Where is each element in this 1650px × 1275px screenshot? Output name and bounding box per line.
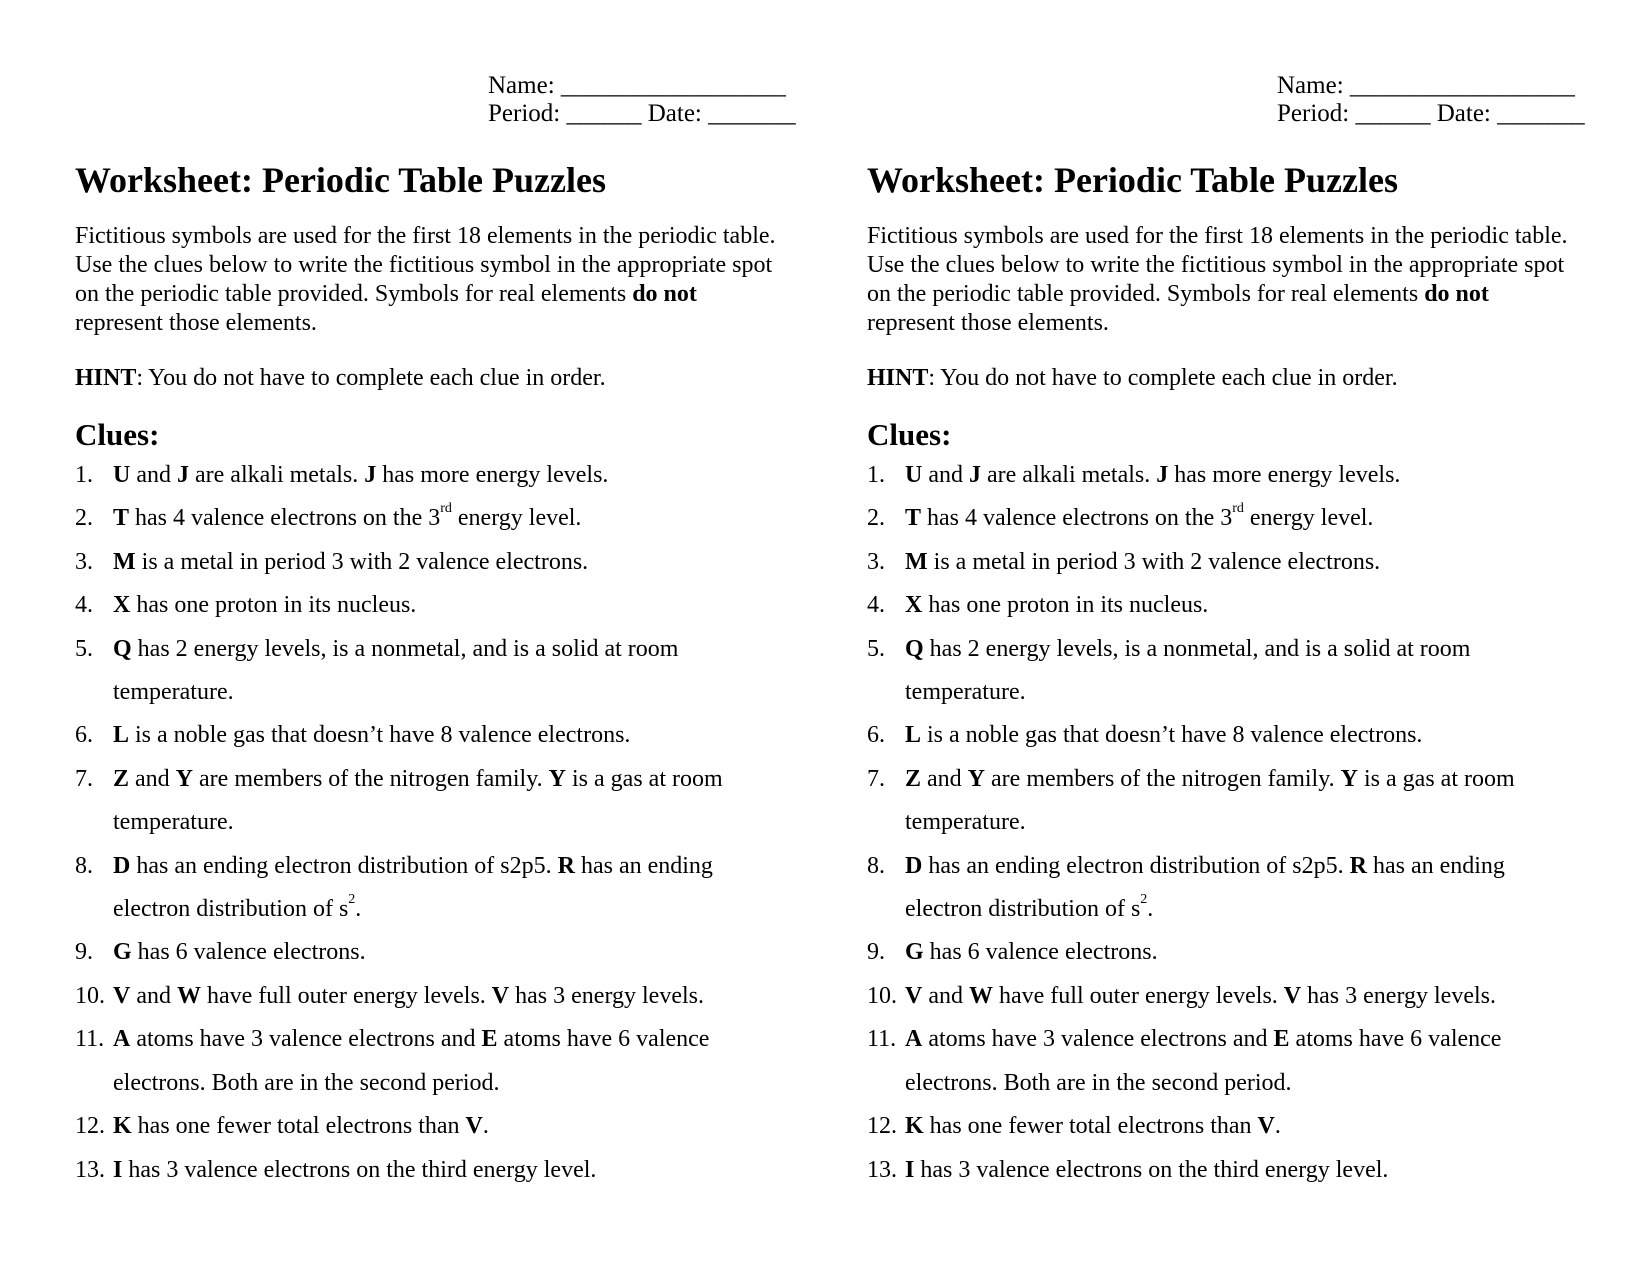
element-symbol: X: [905, 592, 923, 619]
clue-text: is a noble gas that doesn’t have 8 valence electrons.: [129, 722, 631, 749]
hint-text: : You do not have to complete each clue in order.: [928, 365, 1398, 391]
clue-text: and: [129, 765, 176, 792]
clue-text: atoms have 3 valence electrons and: [130, 1026, 482, 1053]
element-symbol: V: [905, 982, 923, 1009]
worksheet-title: Worksheet: Periodic Table Puzzles: [867, 160, 1398, 200]
clue-text: and: [922, 462, 969, 488]
clue-item: [75, 931, 785, 974]
clue-list: [867, 454, 1577, 1192]
clue-text: .: [1147, 896, 1154, 923]
element-symbol: K: [113, 1113, 132, 1140]
element-symbol: Y: [548, 765, 567, 792]
element-symbol: Y: [1340, 765, 1359, 792]
clue-text: energy level.: [1243, 505, 1374, 532]
clue-item: [867, 584, 1577, 627]
element-symbol: T: [905, 505, 922, 532]
superscript: rd: [440, 501, 452, 517]
clue-number: 7.: [75, 765, 93, 792]
clue-item: [75, 845, 785, 932]
element-symbol: V: [491, 982, 510, 1009]
clue-number: 2.: [75, 505, 93, 532]
clues-heading: Clues:: [867, 417, 952, 452]
name-line: Name: __________________: [1277, 72, 1575, 99]
clue-text: .: [482, 1113, 489, 1140]
element-symbol: U: [905, 462, 923, 488]
clue-item: [867, 628, 1577, 715]
clue-text: .: [1274, 1113, 1281, 1140]
clue-item: [867, 1018, 1577, 1105]
element-symbol: V: [465, 1113, 483, 1140]
clue-item: [867, 845, 1577, 932]
clue-number: 12.: [867, 1113, 897, 1140]
clue-text: has one proton in its nucleus.: [922, 592, 1209, 619]
clue-text: are members of the nitrogen family.: [193, 765, 549, 792]
clue-item: [867, 541, 1577, 584]
clue-text: has one fewer total electrons than: [923, 1113, 1258, 1140]
student-info-header: [1277, 72, 1585, 128]
clue-text: atoms have 3 valence electrons and: [922, 1026, 1274, 1053]
intro-paragraph: [867, 222, 1577, 338]
period-date-line: Period: ______ Date: _______: [1277, 100, 1585, 127]
element-symbol: T: [113, 505, 130, 532]
element-symbol: Q: [905, 635, 924, 662]
name-line: Name: __________________: [488, 72, 786, 99]
clue-item: [75, 1018, 785, 1105]
element-symbol: I: [905, 1156, 915, 1183]
clue-number: 10.: [867, 982, 897, 1009]
clue-number: 7.: [867, 765, 885, 792]
clue-list: [75, 454, 785, 1192]
clue-text: has one proton in its nucleus.: [130, 592, 417, 619]
element-symbol: K: [905, 1113, 924, 1140]
worksheet-right: [792, 0, 1650, 1275]
clue-number: 4.: [75, 592, 93, 619]
clue-text: has an ending electron distribution of s: [905, 852, 1505, 923]
clue-item: [75, 584, 785, 627]
student-info-header: [488, 72, 796, 128]
intro-emphasis: do not: [1424, 281, 1489, 307]
clue-number: 3.: [867, 548, 885, 575]
element-symbol: Z: [905, 765, 922, 792]
clue-text: has an ending electron distribution of s2p5.: [922, 852, 1350, 879]
clue-text: atoms have 6 valence electrons. Both are in the second period.: [113, 1026, 710, 1096]
clue-text: atoms have 6 valence electrons. Both are in the second period.: [905, 1026, 1502, 1096]
clue-text: has an ending electron distribution of s2p5.: [130, 852, 558, 879]
clue-text: is a metal in period 3 with 2 valence electrons.: [927, 548, 1381, 575]
hint-line: [75, 364, 785, 393]
clue-item: [75, 758, 785, 845]
clue-number: 5.: [867, 635, 885, 662]
clue-number: 13.: [867, 1156, 897, 1183]
element-symbol: L: [905, 722, 922, 749]
element-symbol: J: [1156, 462, 1169, 488]
clue-text: has 6 valence electrons.: [923, 939, 1158, 966]
clue-item: [75, 1149, 785, 1192]
clue-text: have full outer energy levels.: [201, 982, 492, 1009]
worksheet-title: Worksheet: Periodic Table Puzzles: [75, 160, 606, 200]
clue-text: has 2 energy levels, is a nonmetal, and is a solid at room temperature.: [113, 635, 679, 706]
clue-text: has one fewer total electrons than: [131, 1113, 466, 1140]
hint-label: HINT: [75, 365, 137, 391]
element-symbol: G: [113, 939, 132, 966]
element-symbol: R: [557, 852, 575, 879]
clue-number: 11.: [867, 1026, 897, 1053]
clue-text: is a gas at room temperature.: [113, 765, 723, 836]
element-symbol: Z: [113, 765, 130, 792]
element-symbol: Q: [113, 635, 132, 662]
clue-number: 13.: [75, 1156, 105, 1183]
element-symbol: U: [113, 462, 131, 488]
period-date-line: Period: ______ Date: _______: [488, 100, 796, 127]
element-symbol: G: [905, 939, 924, 966]
worksheet-content: [867, 158, 1577, 1192]
clue-number: 5.: [75, 635, 93, 662]
clue-text: has more energy levels.: [376, 462, 609, 488]
element-symbol: J: [364, 462, 377, 488]
clue-item: [867, 454, 1577, 497]
element-symbol: X: [113, 592, 131, 619]
clue-number: 9.: [867, 939, 885, 966]
superscript: 2: [348, 892, 356, 908]
superscript: 2: [1140, 892, 1148, 908]
clue-number: 4.: [867, 592, 885, 619]
clue-text: and: [130, 462, 177, 488]
clue-text: is a metal in period 3 with 2 valence electrons.: [135, 548, 589, 575]
clue-number: 2.: [867, 505, 885, 532]
element-symbol: Y: [967, 765, 986, 792]
intro-text: Fictitious symbols are used for the first 18 elements in the periodic table. Use the clues below to write the fictitious symbol in the appropriate spot on the periodic table provided. Symbols for real elements: [75, 223, 776, 307]
clue-text: has an ending electron distribution of s: [113, 852, 713, 923]
clue-text: has 4 valence electrons on the 3: [129, 505, 441, 532]
clue-text: has 3 valence electrons on the third energy level.: [122, 1156, 597, 1183]
clues-heading: Clues:: [75, 417, 160, 452]
clue-item: [867, 975, 1577, 1018]
clue-text: have full outer energy levels.: [993, 982, 1284, 1009]
clue-text: has 6 valence electrons.: [131, 939, 366, 966]
hint-text: : You do not have to complete each clue in order.: [136, 365, 606, 391]
clue-item: [75, 975, 785, 1018]
clue-number: 6.: [867, 722, 885, 749]
clue-text: is a noble gas that doesn’t have 8 valence electrons.: [921, 722, 1423, 749]
clue-item: [867, 1149, 1577, 1192]
clue-text: has 3 energy levels.: [509, 982, 704, 1009]
clue-text: .: [355, 896, 362, 923]
clue-text: and: [922, 982, 969, 1009]
element-symbol: A: [905, 1026, 923, 1053]
clue-text: is a gas at room temperature.: [905, 765, 1515, 836]
element-symbol: J: [177, 462, 189, 488]
clue-number: 12.: [75, 1113, 105, 1140]
clue-item: [75, 1105, 785, 1148]
clue-item: [75, 497, 785, 540]
element-symbol: D: [113, 852, 131, 879]
element-symbol: V: [1283, 982, 1302, 1009]
element-symbol: M: [905, 548, 928, 575]
element-symbol: M: [113, 548, 136, 575]
superscript: rd: [1232, 501, 1244, 517]
clue-number: 3.: [75, 548, 93, 575]
clue-text: are members of the nitrogen family.: [985, 765, 1341, 792]
clue-text: has 3 energy levels.: [1301, 982, 1496, 1009]
element-symbol: W: [969, 982, 993, 1009]
clue-number: 8.: [75, 852, 93, 879]
clue-text: has 4 valence electrons on the 3: [921, 505, 1233, 532]
clue-item: [75, 714, 785, 757]
clue-text: and: [921, 765, 968, 792]
element-symbol: Y: [175, 765, 194, 792]
element-symbol: V: [113, 982, 131, 1009]
clue-item: [867, 714, 1577, 757]
element-symbol: A: [113, 1026, 131, 1053]
clue-number: 6.: [75, 722, 93, 749]
clue-item: [75, 541, 785, 584]
clue-number: 1.: [75, 462, 93, 488]
element-symbol: E: [481, 1026, 498, 1053]
clue-item: [75, 454, 785, 497]
clue-item: [75, 628, 785, 715]
element-symbol: E: [1273, 1026, 1290, 1053]
element-symbol: W: [177, 982, 201, 1009]
intro-text-end: represent those elements.: [867, 310, 1109, 336]
clue-number: 9.: [75, 939, 93, 966]
element-symbol: R: [1349, 852, 1367, 879]
clue-text: are alkali metals.: [189, 462, 365, 488]
element-symbol: J: [969, 462, 981, 488]
hint-line: [867, 364, 1577, 393]
element-symbol: D: [905, 852, 923, 879]
clue-item: [867, 497, 1577, 540]
intro-paragraph: [75, 222, 785, 338]
clue-text: are alkali metals.: [981, 462, 1157, 488]
clue-number: 1.: [867, 462, 885, 488]
clue-item: [867, 1105, 1577, 1148]
element-symbol: V: [1257, 1113, 1275, 1140]
intro-text-end: represent those elements.: [75, 310, 317, 336]
clue-number: 10.: [75, 982, 105, 1009]
clue-text: and: [130, 982, 177, 1009]
worksheet-content: [75, 158, 785, 1192]
intro-emphasis: do not: [632, 281, 697, 307]
element-symbol: I: [113, 1156, 123, 1183]
hint-label: HINT: [867, 365, 929, 391]
element-symbol: L: [113, 722, 130, 749]
clue-text: has 3 valence electrons on the third energy level.: [914, 1156, 1389, 1183]
clue-item: [867, 758, 1577, 845]
clue-text: has 2 energy levels, is a nonmetal, and is a solid at room temperature.: [905, 635, 1471, 706]
intro-text: Fictitious symbols are used for the first 18 elements in the periodic table. Use the clues below to write the fictitious symbol in the appropriate spot on the periodic table provided. Symbols for real elements: [867, 223, 1568, 307]
clue-number: 8.: [867, 852, 885, 879]
clue-number: 11.: [75, 1026, 105, 1053]
clue-item: [867, 931, 1577, 974]
clue-text: energy level.: [451, 505, 582, 532]
clue-text: has more energy levels.: [1168, 462, 1401, 488]
